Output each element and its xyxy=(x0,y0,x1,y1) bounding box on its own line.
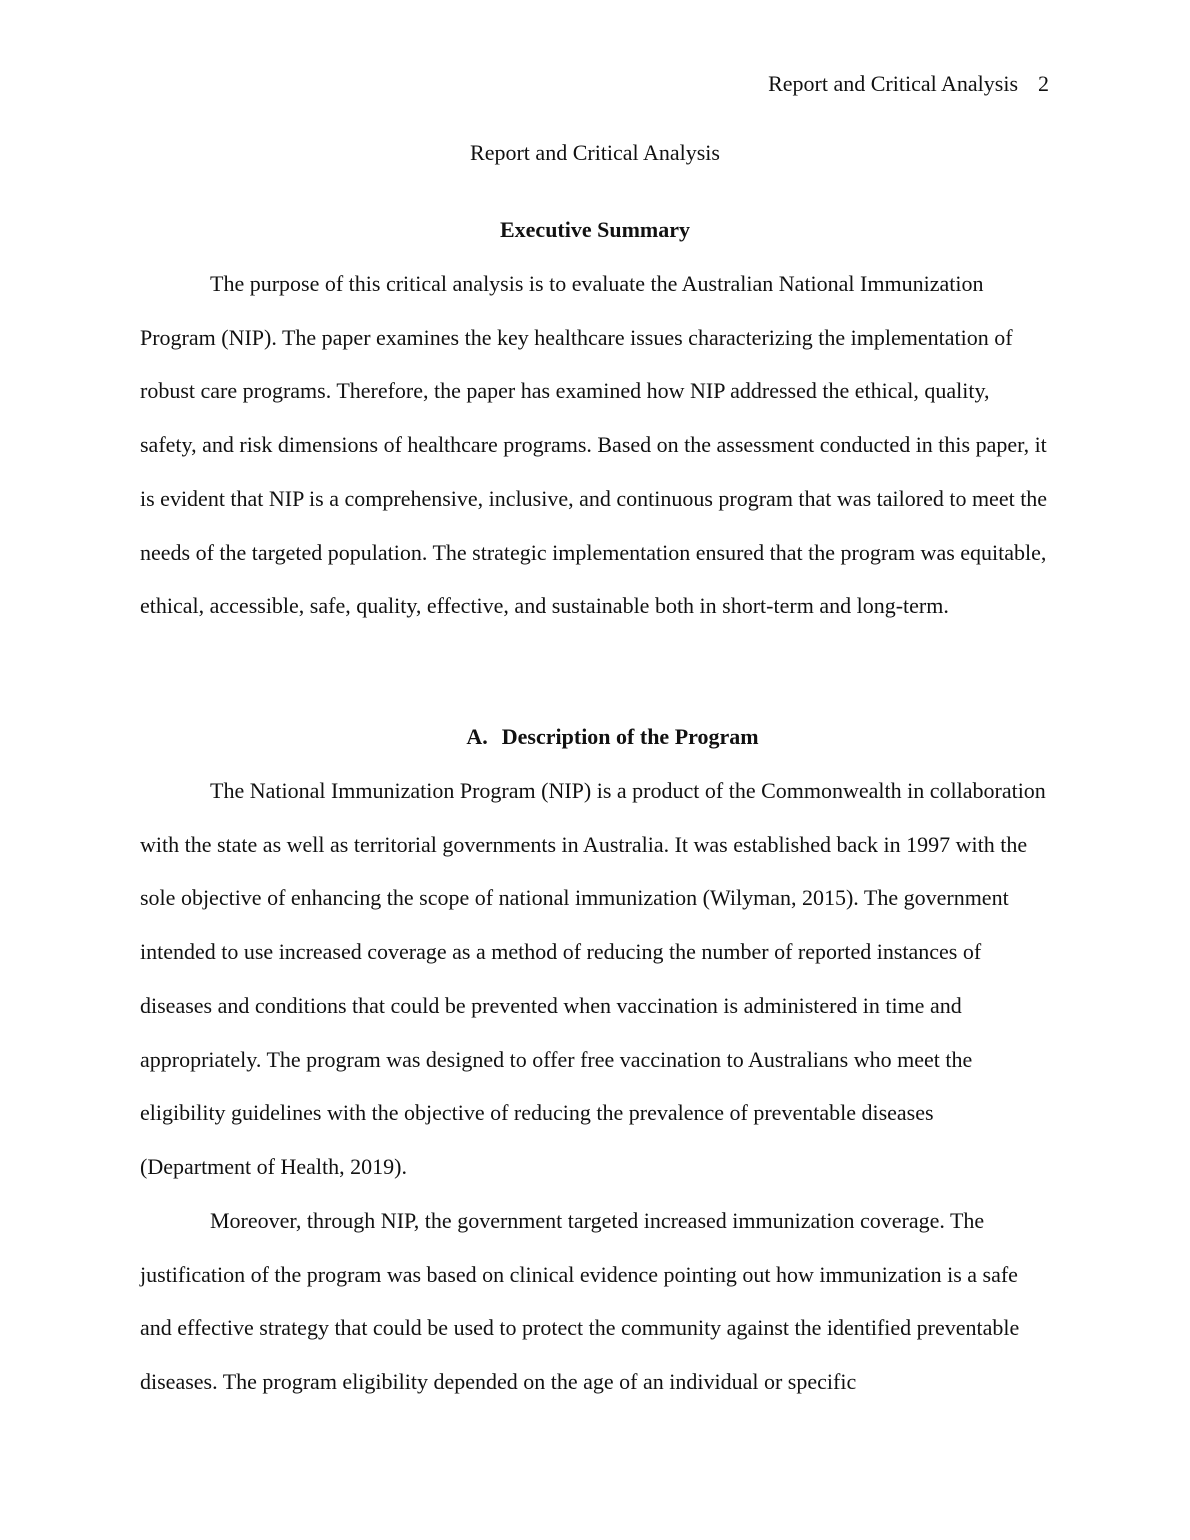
running-head-title: Report and Critical Analysis xyxy=(768,71,1018,96)
program-description-heading xyxy=(0,723,1190,751)
section-heading-text: Description of the Program xyxy=(501,724,759,749)
running-header xyxy=(768,70,1049,98)
document-title: Report and Critical Analysis xyxy=(470,140,720,165)
description-paragraph-2: Moreover, through NIP, the government targeted increased immunization coverage. The justification of the program was based on clinical evidence pointing out how immunization is a safe and effective strategy that could be used to protect the community against the identified preventable diseases. The program eligibility depended on the age of an individual or specific xyxy=(140,1208,1020,1395)
executive-summary-paragraph: The purpose of this critical analysis is to evaluate the Australian National Immunization Program (NIP). The paper examines the key healthcare issues characterizing the implementation of robust care programs. Therefore, the paper has examined how NIP addressed the ethical, quality, safety, and risk dimensions of healthcare programs. Based on the assessment conducted in this paper, it is evident that NIP is a comprehensive, inclusive, and continuous program that was tailored to meet the needs of the targeted population. The strategic implementation ensured that the program was equitable, ethical, accessible, safe, quality, effective, and sustainable both in short-term and long-term. xyxy=(140,271,1048,619)
description-paragraph-1: The National Immunization Program (NIP) is a product of the Commonwealth in collaboration with the state as well as territorial governments in Australia. It was established back in 1997 with the sole objective of enhancing the scope of national immunization (Wilyman, 2015). The government intended to use increased coverage as a method of reducing the number of reported instances of diseases and conditions that could be prevented when vaccination is administered in time and appropriately. The program was designed to offer free vaccination to Australians who meet the eligibility guidelines with the objective of reducing the prevalence of preventable diseases (Department of Health, 2019). xyxy=(140,778,1046,1179)
executive-summary-heading: Executive Summary xyxy=(499,217,691,242)
page-number: 2 xyxy=(1038,71,1049,96)
section-letter: A. xyxy=(466,724,488,749)
